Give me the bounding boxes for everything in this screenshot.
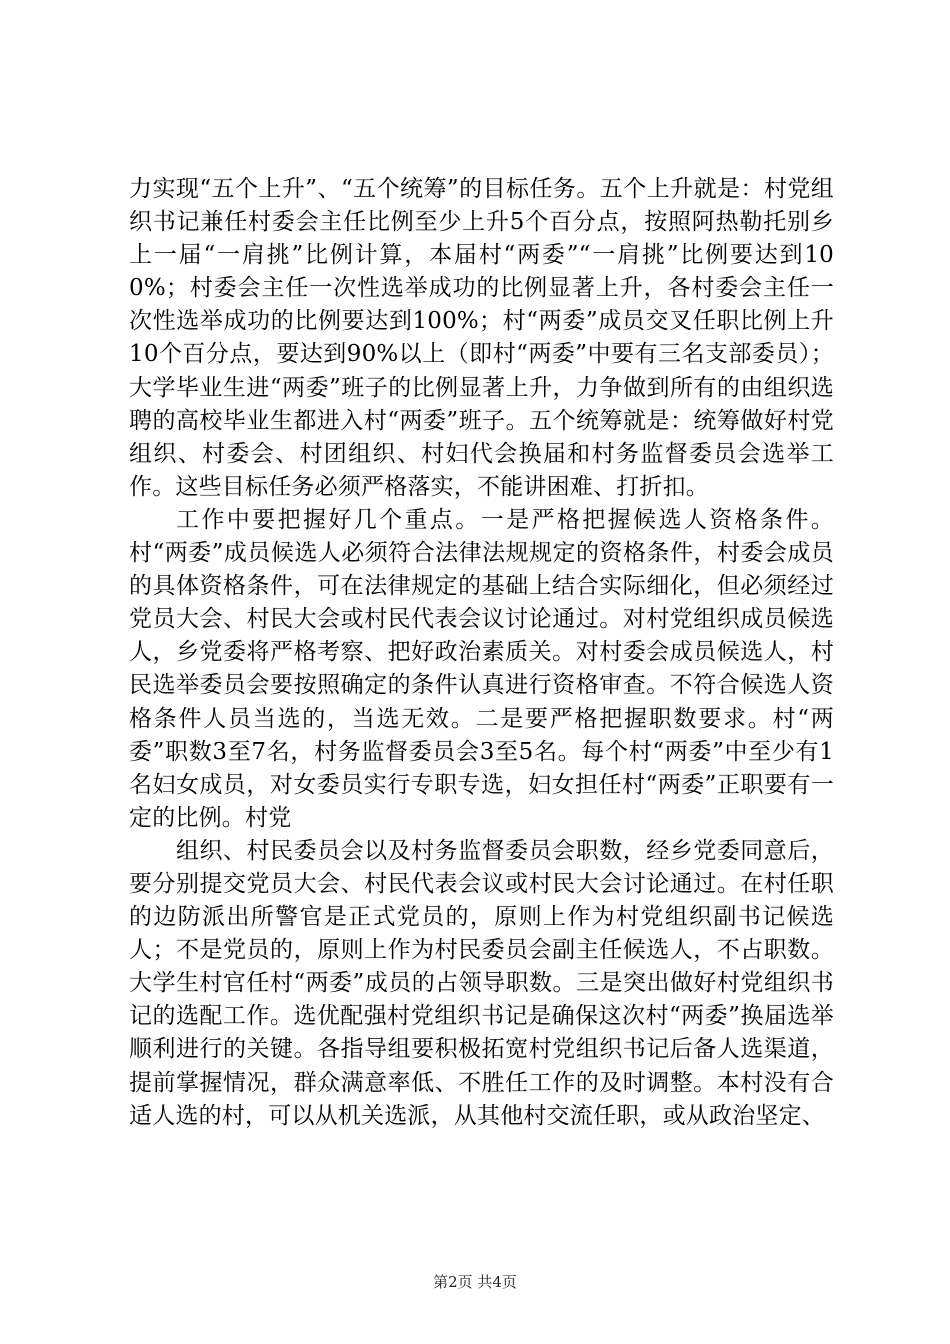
paragraph-continued: 力实现“五个上升”、“五个统筹”的目标任务。五个上升就是：村党组织书记兼任村委会主任比例至少上升5个百分点，按照阿热勒托别乡上一届“一肩挑”比例计算，本届村“两委”“一肩挑”比例要达到100%；村委会主任一次性选举成功的比例显著上升，各村委会主任一次性选举成功的比例要达到100%；村“两委”成员交叉任职比例上升10个百分点，要达到90%以上（即村“两委”中要有三名支部委员）；大学毕业生进“两委”班子的比例显著上升，力争做到所有的由组织选聘的高校毕业生都进入村“两委”班子。五个统筹就是：统筹做好村党组织、村委会、村团组织、村妇代会换届和村务监督委员会选举工作。这些目标任务必须严格落实，不能讲困难、打折扣。	[129, 176, 834, 500]
page-footer: 第2页 共4页	[433, 1273, 517, 1291]
document-body	[129, 173, 834, 1133]
paragraph-key-points: 工作中要把握好几个重点。一是严格把握候选人资格条件。村“两委”成员候选人必须符合法律法规规定的资格条件，村委会成员的具体资格条件，可在法律规定的基础上结合实际细化，但必须经过党员大会、村民大会或村民代表会议讨论通过。对村党组织成员候选人，乡党委将严格考察、把好政治素质关。对村委会成员候选人，村民选举委员会要按照确定的条件认真进行资格审查。不符合候选人资格条件人员当选的，当选无效。二是要严格把握职数要求。村“两委”职数3至7名，村务监督委员会3至5名。每个村“两委”中至少有1名妇女成员，对女委员实行专职专选，妇女担任村“两委”正职要有一定的比例。村党	[129, 506, 834, 831]
paragraph-organization: 组织、村民委员会以及村务监督委员会职数，经乡党委同意后，要分别提交党员大会、村民代表会议或村民大会讨论通过。在村任职的边防派出所警官是正式党员的，原则上作为村党组织副书记候选人；不是党员的，原则上作为村民委员会副主任候选人，不占职数。大学生村官任村“两委”成员的占领导职数。三是突出做好村党组织书记的选配工作。选优配强村党组织书记是确保这次村“两委”换届选举顺利进行的关键。各指导组要积极拓宽村党组织书记后备人选渠道，提前掌握情况，群众满意率低、不胜任工作的及时调整。本村没有合适人选的村，可以从机关选派，从其他村交流任职，或从政治坚定、	[129, 837, 834, 1129]
